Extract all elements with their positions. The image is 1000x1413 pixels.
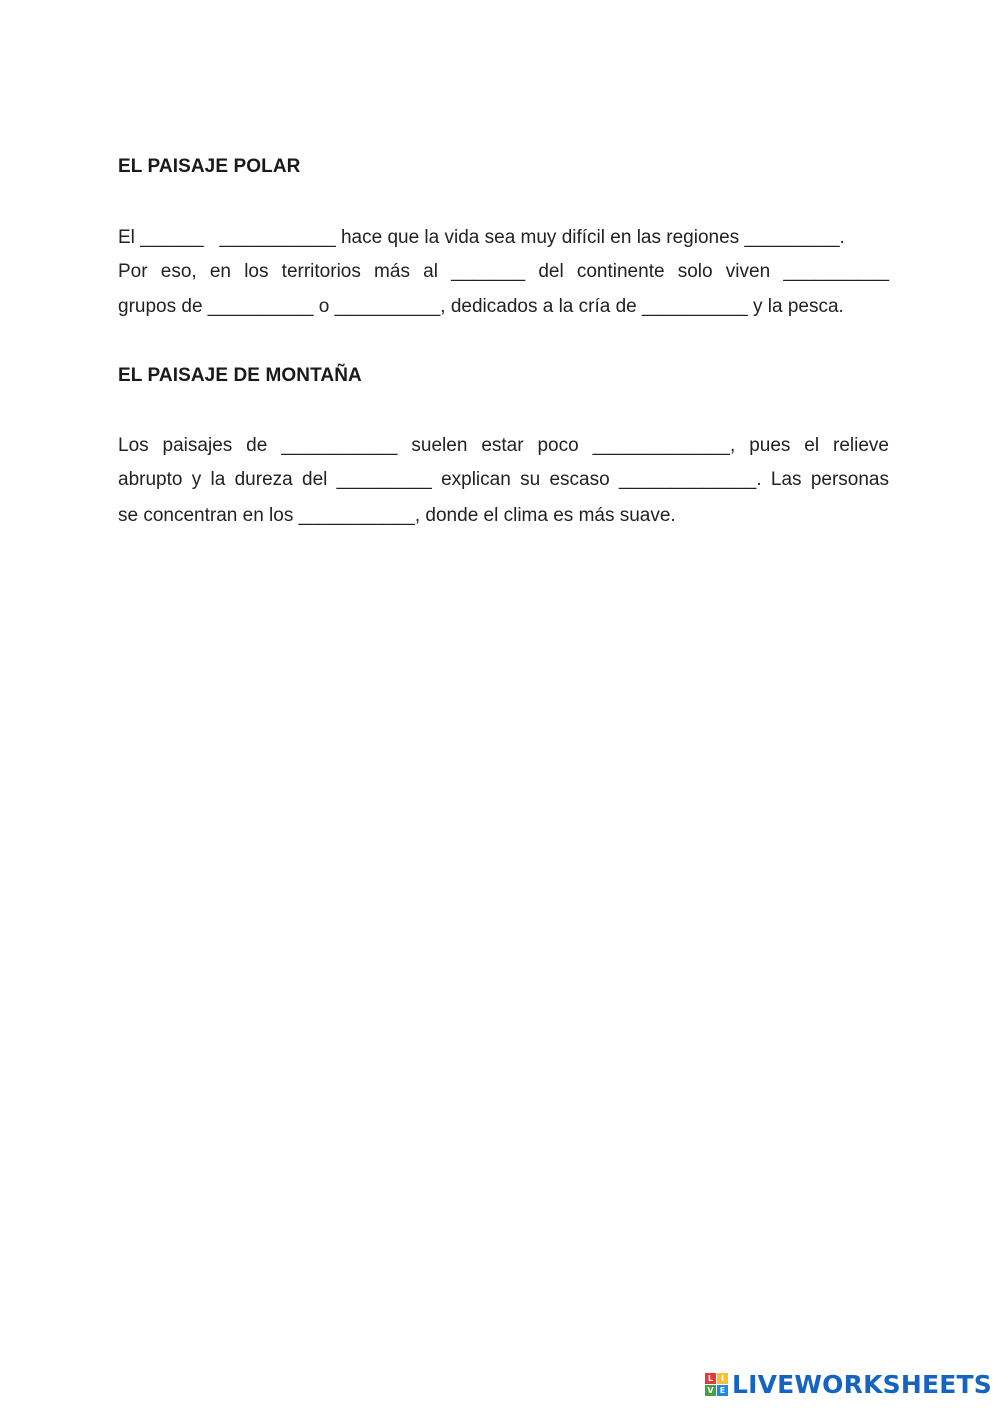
blank-field[interactable]: ___________	[219, 227, 336, 248]
logo-icon-tile: E	[717, 1385, 728, 1396]
blank-field[interactable]: ______	[140, 227, 204, 248]
text-segment: se concentran en los	[118, 505, 294, 526]
text-segment: El	[118, 227, 135, 248]
polar-line-3	[118, 295, 889, 319]
logo-icon-tile: V	[705, 1385, 716, 1396]
section-title-polar: EL PAISAJE POLAR	[118, 156, 301, 177]
liveworksheets-logo-text: LIVEWORKSHEETS	[731, 1370, 992, 1399]
text-segment: Los paisajes de	[118, 435, 268, 456]
blank-field[interactable]: _____________.	[618, 469, 762, 490]
text-segment: pues el relieve	[749, 435, 889, 456]
blank-field[interactable]: _____________,	[592, 435, 736, 456]
polar-line-1	[118, 226, 889, 250]
blank-field[interactable]: ___________,	[298, 505, 421, 526]
blank-field[interactable]: __________,	[334, 296, 446, 317]
text-segment: y la pesca.	[752, 296, 844, 317]
text-segment: dedicados a la cría de	[450, 296, 637, 317]
text-segment: explican su escaso	[441, 469, 610, 490]
blank-field[interactable]: __________	[642, 296, 748, 317]
montana-line-2	[118, 468, 889, 492]
text-segment: donde el clima es más suave.	[425, 505, 676, 526]
text-segment: grupos de	[118, 296, 203, 317]
logo-icon-tile: L	[705, 1373, 716, 1384]
text-segment: o	[318, 296, 330, 317]
blank-field[interactable]: __________	[783, 261, 890, 282]
logo-icon-tile: I	[717, 1373, 728, 1384]
section-title-montana: EL PAISAJE DE MONTAÑA	[118, 365, 362, 386]
text-segment: abrupto y la dureza del	[118, 469, 328, 490]
liveworksheets-logo-icon	[705, 1373, 728, 1396]
blank-field[interactable]: _________	[336, 469, 432, 490]
polar-line-2	[118, 260, 889, 284]
blank-field[interactable]: ___________	[281, 435, 398, 456]
text-segment: Las personas	[770, 469, 889, 490]
text-segment: hace que la vida sea muy difícil en las regiones	[340, 227, 740, 248]
blank-field[interactable]: __________	[207, 296, 314, 317]
blank-field[interactable]: _______	[451, 261, 526, 282]
blank-field[interactable]: _________.	[744, 227, 845, 248]
liveworksheets-logo	[705, 1370, 992, 1399]
text-segment: del continente solo viven	[538, 261, 771, 282]
montana-line-3	[118, 504, 889, 528]
montana-line-1	[118, 434, 889, 458]
text-segment: suelen estar poco	[411, 435, 579, 456]
text-segment: Por eso, en los territorios más al	[118, 261, 438, 282]
